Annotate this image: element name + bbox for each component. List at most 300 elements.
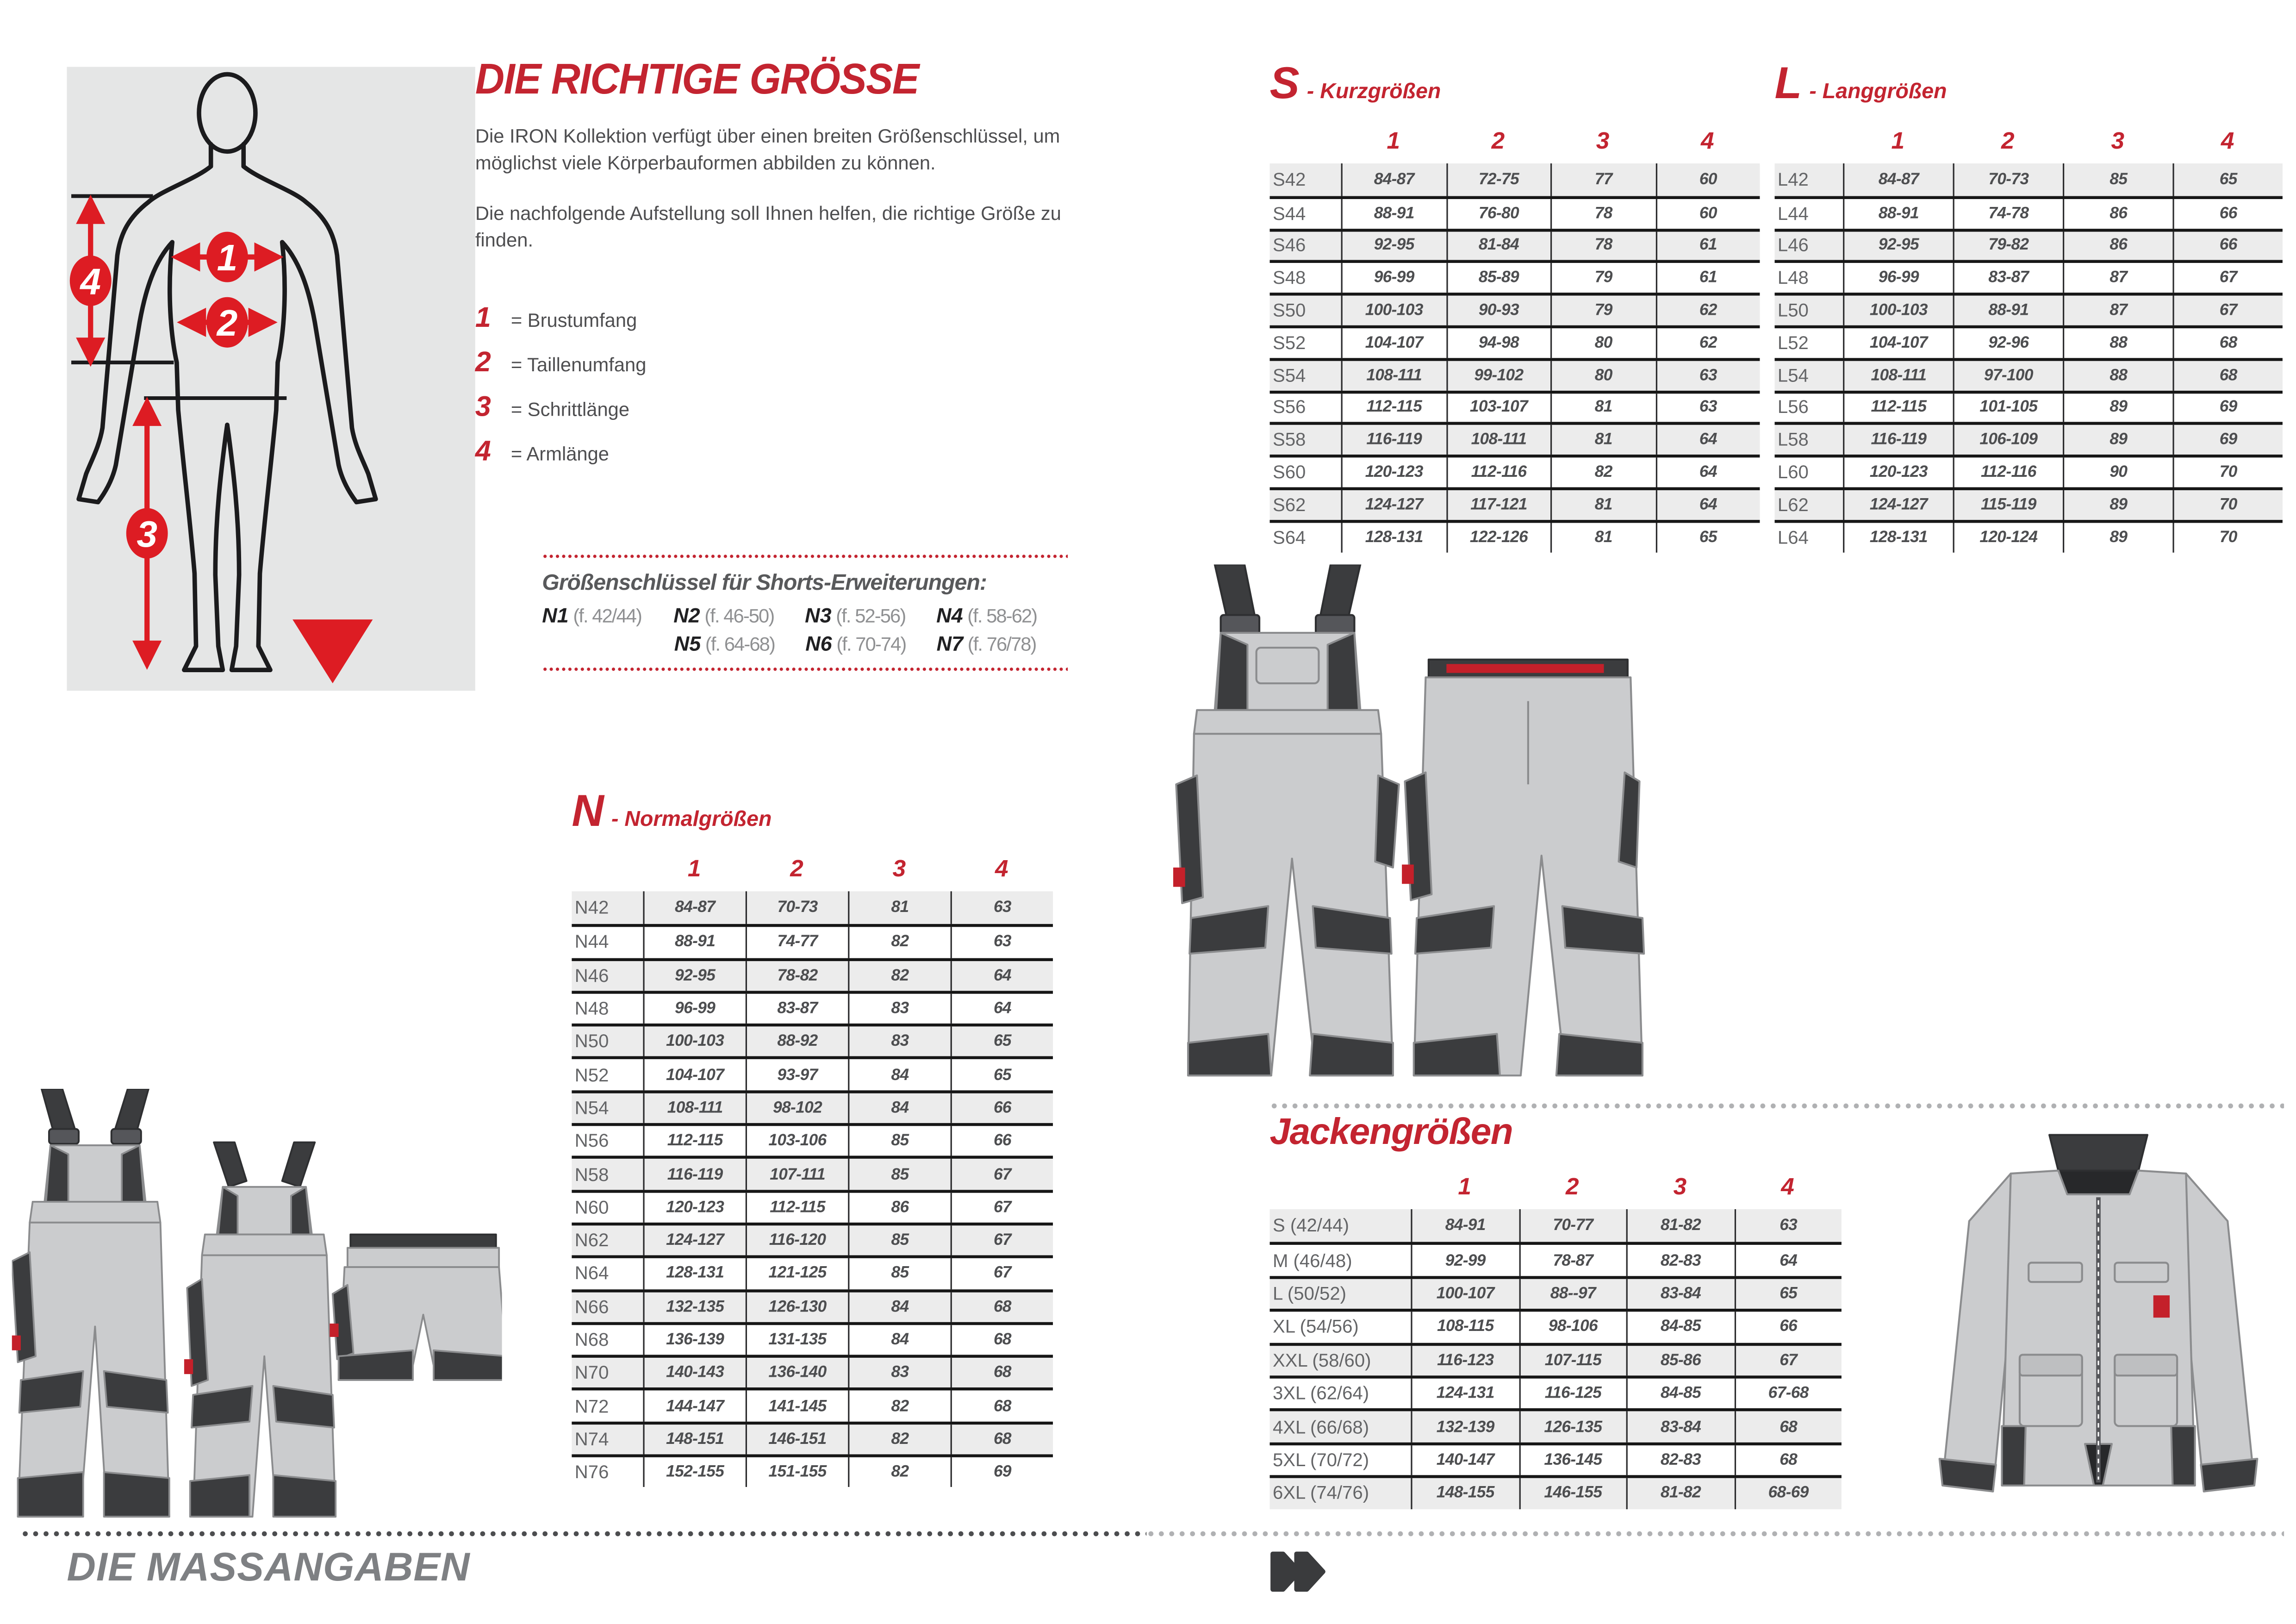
- column-header: 3: [892, 857, 906, 883]
- table-row: [1270, 228, 1760, 261]
- size-label: L58: [1777, 430, 1809, 451]
- size-value: 84-87: [1341, 163, 1446, 196]
- size-value: 64: [1655, 425, 1760, 455]
- size-value: 68: [951, 1424, 1053, 1454]
- size-value: 81: [848, 891, 950, 924]
- table-row: [1270, 163, 1760, 196]
- size-value: 64: [1655, 490, 1760, 520]
- size-value: 70-77: [1518, 1209, 1626, 1243]
- size-label: S54: [1272, 365, 1306, 386]
- badge-1: 1: [217, 237, 238, 279]
- size-value: 85: [848, 1159, 950, 1189]
- measurement-figure-panel: [67, 67, 475, 691]
- size-value: 112-115: [1341, 393, 1446, 423]
- table-row: [1270, 519, 1760, 552]
- size-value: 148-155: [1411, 1478, 1518, 1508]
- size-value: 112-116: [1953, 458, 2063, 487]
- size-value: 146-151: [746, 1424, 848, 1454]
- size-label: N76: [574, 1462, 609, 1483]
- size-label: XXL (58/60): [1272, 1349, 1371, 1371]
- footer-title: DIE MASSANGABEN: [67, 1545, 470, 1590]
- table-row: [1270, 1276, 1842, 1309]
- size-label: L46: [1777, 235, 1809, 256]
- size-value: 82: [848, 927, 950, 957]
- shorts-key-row: [674, 631, 1068, 655]
- size-value: 67: [951, 1193, 1053, 1223]
- size-label: L (50/52): [1272, 1283, 1347, 1305]
- size-value: 104-107: [1843, 328, 1953, 358]
- size-value: 70: [2172, 523, 2282, 552]
- table-row: [572, 991, 1053, 1024]
- size-label: N52: [574, 1064, 609, 1086]
- size-value: 92-99: [1411, 1245, 1518, 1275]
- column-header: 4: [1701, 129, 1714, 155]
- size-value: 136-139: [643, 1325, 745, 1355]
- size-label: S44: [1272, 203, 1306, 224]
- size-label: L42: [1777, 169, 1809, 190]
- size-value: 68: [2172, 361, 2282, 390]
- section-suffix: - Langgrößen: [1809, 80, 1947, 104]
- dotted-divider: [1270, 1102, 2284, 1110]
- shorts-key-item: [674, 631, 805, 655]
- size-value: 81: [1550, 523, 1655, 552]
- size-value: 82-83: [1626, 1445, 1734, 1475]
- table-row: [572, 1388, 1053, 1421]
- size-value: 107-111: [746, 1159, 848, 1189]
- size-label: S62: [1272, 494, 1306, 516]
- size-value: 74-78: [1953, 199, 2063, 228]
- column-header: 1: [687, 857, 701, 883]
- table-normalgroessen: [572, 853, 1053, 1487]
- size-value: 83-87: [1953, 263, 2063, 293]
- column-header: 2: [1566, 1175, 1579, 1200]
- size-value: 131-135: [746, 1325, 848, 1355]
- size-value: 151-155: [746, 1457, 848, 1487]
- size-value: 84-87: [643, 891, 745, 924]
- size-value: 79-82: [1953, 231, 2063, 261]
- size-value: 128-131: [1341, 523, 1446, 552]
- size-label: 3XL (62/64): [1272, 1383, 1369, 1404]
- table-row: [1775, 519, 2283, 552]
- size-value: 78: [1550, 199, 1655, 228]
- size-value: 63: [1655, 361, 1760, 390]
- size-value: 66: [2172, 231, 2282, 261]
- size-value: 66: [1734, 1312, 1842, 1342]
- size-value: 85-89: [1446, 263, 1550, 293]
- size-label: N56: [574, 1131, 609, 1152]
- size-value: 96-99: [643, 993, 745, 1024]
- size-value: 82: [848, 961, 950, 991]
- size-value: 132-139: [1411, 1412, 1518, 1442]
- size-value: 100-103: [643, 1027, 745, 1057]
- size-value: 79: [1550, 296, 1655, 325]
- size-label: N46: [574, 965, 609, 986]
- size-value: 88-91: [1953, 296, 2063, 325]
- size-value: 78: [1550, 231, 1655, 261]
- size-value: 81-82: [1626, 1209, 1734, 1243]
- shorts-key-item: [805, 631, 936, 655]
- size-value: 126-130: [746, 1292, 848, 1322]
- size-label: L62: [1777, 494, 1809, 516]
- size-value: 116-120: [746, 1225, 848, 1255]
- column-header: 2: [2001, 129, 2015, 155]
- size-label: L50: [1777, 300, 1809, 321]
- shorts-key-title: Größenschlüssel für Shorts-Erweiterungen:: [542, 570, 987, 596]
- size-value: 82-83: [1626, 1245, 1734, 1275]
- size-value: 100-103: [1843, 296, 1953, 325]
- size-value: 61: [1655, 231, 1760, 261]
- size-value: 86: [2063, 231, 2172, 261]
- section-title-normal: [572, 787, 772, 838]
- size-value: 63: [951, 927, 1053, 957]
- size-value: 89: [2063, 490, 2172, 520]
- size-value: 82: [848, 1391, 950, 1421]
- legend-number: 1: [475, 302, 491, 334]
- table-row: [572, 1421, 1053, 1455]
- table-row: [1775, 423, 2283, 455]
- table-row: [572, 891, 1053, 924]
- size-label: S42: [1272, 169, 1306, 190]
- size-label: 5XL (70/72): [1272, 1449, 1369, 1471]
- size-value: 112-115: [746, 1193, 848, 1223]
- table-row: [1775, 261, 2283, 293]
- size-value: 78-82: [746, 961, 848, 991]
- size-value: 124-127: [1341, 490, 1446, 520]
- size-value: 104-107: [1341, 328, 1446, 358]
- size-value: 124-127: [643, 1225, 745, 1255]
- size-value: 85: [848, 1259, 950, 1289]
- size-value: 90: [2063, 458, 2172, 487]
- size-value: 68: [2172, 328, 2282, 358]
- size-value: 62: [1655, 296, 1760, 325]
- size-value: 120-124: [1953, 523, 2063, 552]
- size-value: 101-105: [1953, 393, 2063, 423]
- size-value: 74-77: [746, 927, 848, 957]
- table-row: [1270, 1243, 1842, 1276]
- down-triangle-icon: [292, 619, 373, 683]
- table-row: [572, 1189, 1053, 1223]
- size-value: 72-75: [1446, 163, 1550, 196]
- shorts-key-item: [542, 603, 673, 627]
- size-value: 116-119: [1341, 425, 1446, 455]
- size-value: 116-123: [1411, 1345, 1518, 1375]
- column-header: 4: [1781, 1175, 1794, 1200]
- size-value: 81: [1550, 425, 1655, 455]
- intro-paragraph-1: Die IRON Kollektion verfügt über einen breiten Größenschlüssel, um möglichst viele Körperbauformen abbilden zu können.: [475, 125, 1060, 175]
- shorts-key-range: (f. 70-74): [832, 632, 906, 656]
- size-value: 80: [1550, 328, 1655, 358]
- shorts-key-range: (f. 52-56): [831, 604, 906, 627]
- size-value: 83: [848, 993, 950, 1024]
- size-value: 82: [1550, 458, 1655, 487]
- table-langgroessen: [1775, 125, 2283, 552]
- size-value: 86: [848, 1193, 950, 1223]
- size-label: N50: [574, 1031, 609, 1052]
- legend-label: = Armlänge: [510, 442, 610, 465]
- size-value: 97-100: [1953, 361, 2063, 390]
- table-row: [1270, 487, 1760, 519]
- size-label: N64: [574, 1263, 609, 1284]
- shorts-key-code: N6: [805, 631, 832, 656]
- size-value: 84-91: [1411, 1209, 1518, 1243]
- table-row: [1270, 1409, 1842, 1442]
- shorts-key-item: [937, 631, 1068, 655]
- size-value: 64: [1734, 1245, 1842, 1275]
- size-value: 77: [1550, 163, 1655, 196]
- badge-2: 2: [217, 302, 238, 344]
- size-value: 83: [848, 1358, 950, 1388]
- size-label: 6XL (74/76): [1272, 1483, 1369, 1504]
- size-value: 148-151: [643, 1424, 745, 1454]
- size-value: 88: [2063, 361, 2172, 390]
- size-value: 70: [2172, 458, 2282, 487]
- table-row: [1270, 455, 1760, 487]
- size-label: N48: [574, 998, 609, 1019]
- size-value: 92-95: [1341, 231, 1446, 261]
- size-value: 100-107: [1411, 1279, 1518, 1309]
- table-row: [1775, 163, 2283, 196]
- size-value: 60: [1655, 163, 1760, 196]
- size-value: 88--97: [1518, 1279, 1626, 1309]
- size-value: 126-135: [1518, 1412, 1626, 1442]
- size-value: 122-126: [1446, 523, 1550, 552]
- size-label: N54: [574, 1098, 609, 1118]
- section-suffix: - Normalgrößen: [611, 808, 772, 832]
- intro-paragraph-2: Die nachfolgende Aufstellung soll Ihnen helfen, die richtige Größe zu finden.: [475, 202, 1061, 252]
- size-value: 152-155: [643, 1457, 745, 1487]
- table-row: [1775, 293, 2283, 325]
- size-value: 100-103: [1341, 296, 1446, 325]
- measurement-legend: [475, 303, 1096, 469]
- table-row: [572, 1123, 1053, 1156]
- table-header: [1270, 1171, 1842, 1209]
- size-value: 132-135: [643, 1292, 745, 1322]
- size-value: 99-102: [1446, 361, 1550, 390]
- legend-number: 4: [475, 436, 491, 468]
- size-label: L56: [1777, 397, 1809, 418]
- size-value: 68: [951, 1358, 1053, 1388]
- table-row: [1270, 1375, 1842, 1409]
- size-value: 92-96: [1953, 328, 2063, 358]
- size-value: 104-107: [643, 1060, 745, 1090]
- size-value: 68-69: [1734, 1478, 1842, 1508]
- size-value: 112-116: [1446, 458, 1550, 487]
- size-value: 85: [848, 1126, 950, 1156]
- size-value: 85-86: [1626, 1345, 1734, 1375]
- size-value: 108-111: [1341, 361, 1446, 390]
- size-value: 68: [951, 1292, 1053, 1322]
- size-value: 67: [951, 1159, 1053, 1189]
- size-value: 64: [1655, 458, 1760, 487]
- size-value: 85: [2063, 163, 2172, 196]
- size-label: S46: [1272, 235, 1306, 256]
- size-value: 120-123: [643, 1193, 745, 1223]
- size-value: 124-127: [1843, 490, 1953, 520]
- shorts-key-range: (f. 76/78): [963, 632, 1036, 656]
- size-value: 98-102: [746, 1093, 848, 1123]
- size-value: 67-68: [1734, 1379, 1842, 1409]
- shorts-key-code: N4: [936, 603, 963, 627]
- table-row: [572, 1355, 1053, 1388]
- size-label: L52: [1777, 332, 1809, 354]
- dotted-divider: [1146, 1530, 2284, 1537]
- size-label: N42: [574, 897, 609, 918]
- table-row: [1270, 423, 1760, 455]
- size-value: 108-111: [1446, 425, 1550, 455]
- size-label: N72: [574, 1395, 609, 1417]
- size-value: 128-131: [1843, 523, 1953, 552]
- size-value: 65: [951, 1060, 1053, 1090]
- jacket-illustration: [1913, 1132, 2284, 1530]
- column-header: 2: [790, 857, 803, 883]
- size-value: 76-80: [1446, 199, 1550, 228]
- size-value: 89: [2063, 393, 2172, 423]
- shorts-key-code: N1: [542, 603, 569, 627]
- shorts-key-row: [542, 603, 1068, 627]
- table-header: [1270, 125, 1760, 163]
- size-value: 84: [848, 1060, 950, 1090]
- table-row: [572, 1322, 1053, 1355]
- dotted-divider: [542, 553, 1068, 560]
- size-value: 67: [2172, 296, 2282, 325]
- size-label: L48: [1777, 268, 1809, 289]
- table-row: [572, 1289, 1053, 1322]
- size-label: N74: [574, 1429, 609, 1450]
- column-header: 1: [1891, 129, 1905, 155]
- size-value: 63: [951, 891, 1053, 924]
- size-value: 68: [951, 1391, 1053, 1421]
- shorts-key-range: (f. 64-68): [701, 632, 775, 656]
- size-value: 96-99: [1843, 263, 1953, 293]
- dotted-divider: [542, 666, 1068, 673]
- size-label: S60: [1272, 462, 1306, 483]
- size-value: 82: [848, 1424, 950, 1454]
- size-value: 81-82: [1626, 1478, 1734, 1508]
- size-value: 67: [951, 1225, 1053, 1255]
- size-value: 89: [2063, 523, 2172, 552]
- legend-item: [475, 437, 1096, 469]
- table-row: [572, 1024, 1053, 1057]
- shorts-key-range: (f. 58-62): [963, 604, 1037, 627]
- size-label: N68: [574, 1329, 609, 1350]
- body-measurement-figure-icon: [67, 67, 475, 691]
- size-value: 67: [1734, 1345, 1842, 1375]
- section-title-lang: [1775, 59, 1947, 110]
- size-value: 84-85: [1626, 1379, 1734, 1409]
- size-value: 66: [951, 1126, 1053, 1156]
- size-value: 124-131: [1411, 1379, 1518, 1409]
- size-label: 4XL (66/68): [1272, 1416, 1369, 1437]
- table-row: [1270, 196, 1760, 228]
- badge-3: 3: [137, 512, 157, 555]
- size-value: 136-140: [746, 1358, 848, 1388]
- table-row: [572, 1090, 1053, 1124]
- size-value: 92-95: [1843, 231, 1953, 261]
- legend-label: = Taillenumfang: [510, 353, 647, 376]
- size-value: 69: [951, 1457, 1053, 1487]
- size-value: 68: [1734, 1412, 1842, 1442]
- page-title: DIE RICHTIGE GRÖSSE: [475, 56, 919, 104]
- size-value: 107-115: [1518, 1345, 1626, 1375]
- size-label: N70: [574, 1362, 609, 1384]
- size-label: S64: [1272, 527, 1306, 548]
- size-value: 60: [1655, 199, 1760, 228]
- column-header: 4: [995, 857, 1008, 883]
- shorts-key-code: N5: [674, 631, 701, 656]
- size-value: 63: [1655, 393, 1760, 423]
- size-value: 81: [1550, 393, 1655, 423]
- size-value: 140-147: [1411, 1445, 1518, 1475]
- size-value: 68: [951, 1325, 1053, 1355]
- size-value: 88-92: [746, 1027, 848, 1057]
- size-value: 88-91: [1341, 199, 1446, 228]
- table-row: [1270, 293, 1760, 325]
- size-value: 90-93: [1446, 296, 1550, 325]
- shorts-key-code: N2: [673, 603, 700, 627]
- table-row: [1775, 196, 2283, 228]
- shorts-key-range: (f. 42/44): [568, 604, 642, 627]
- shorts-key-item: [673, 603, 805, 627]
- size-value: 85: [848, 1225, 950, 1255]
- size-value: 96-99: [1341, 263, 1446, 293]
- size-value: 106-109: [1953, 425, 2063, 455]
- size-value: 84: [848, 1093, 950, 1123]
- shorts-key-code: N3: [805, 603, 832, 627]
- table-row: [572, 1057, 1053, 1090]
- size-label: N66: [574, 1296, 609, 1318]
- shorts-key-item: [805, 603, 936, 627]
- table-row: [1270, 1342, 1842, 1375]
- size-value: 121-125: [746, 1259, 848, 1289]
- double-chevron-right-icon: [1270, 1551, 1329, 1593]
- table-row: [1775, 325, 2283, 358]
- table-kurzgroessen: [1270, 125, 1760, 552]
- size-value: 66: [2172, 199, 2282, 228]
- size-value: 83-84: [1626, 1279, 1734, 1309]
- size-value: 140-143: [643, 1358, 745, 1388]
- size-label: L60: [1777, 462, 1809, 483]
- size-value: 64: [951, 961, 1053, 991]
- measurement-badges: [70, 232, 248, 559]
- size-value: 87: [2063, 263, 2172, 293]
- table-jackengroessen: [1270, 1171, 1842, 1509]
- table-row: [572, 1455, 1053, 1488]
- size-value: 117-121: [1446, 490, 1550, 520]
- column-header: 1: [1458, 1175, 1471, 1200]
- size-label: N62: [574, 1230, 609, 1251]
- section-title-kurz: [1270, 59, 1441, 110]
- size-value: 70: [2172, 490, 2282, 520]
- legend-label: = Schrittlänge: [510, 398, 630, 420]
- size-value: 112-115: [1843, 393, 1953, 423]
- size-label: XL (54/56): [1272, 1317, 1359, 1338]
- size-value: 63: [1734, 1209, 1842, 1243]
- column-header: 1: [1387, 129, 1400, 155]
- table-row: [1775, 455, 2283, 487]
- size-value: 79: [1550, 263, 1655, 293]
- size-value: 88-91: [643, 927, 745, 957]
- legend-number: 2: [475, 347, 491, 379]
- table-row: [1270, 1442, 1842, 1475]
- shorts-size-key: [542, 553, 1068, 673]
- size-value: 112-115: [643, 1126, 745, 1156]
- size-value: 116-125: [1518, 1379, 1626, 1409]
- size-value: 69: [2172, 393, 2282, 423]
- size-value: 84-85: [1626, 1312, 1734, 1342]
- legend-item: [475, 347, 1096, 380]
- size-value: 64: [951, 993, 1053, 1024]
- section-letter: N: [572, 787, 603, 837]
